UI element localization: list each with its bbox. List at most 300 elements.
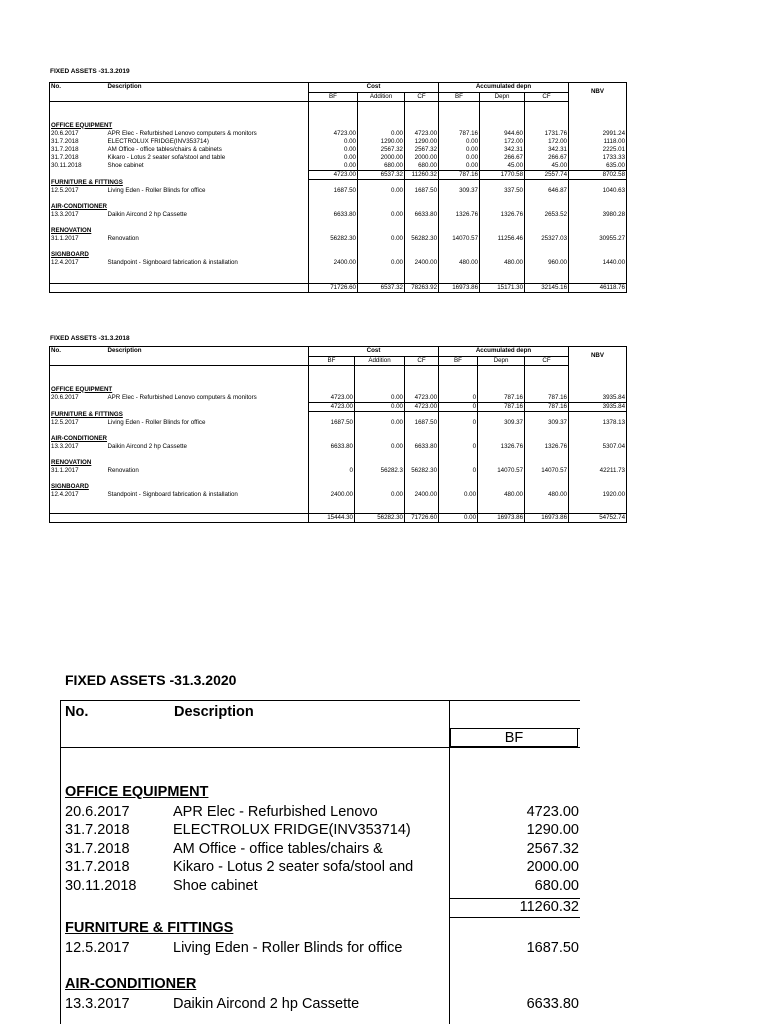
spacer bbox=[569, 219, 627, 227]
category-heading: RENOVATION bbox=[50, 227, 309, 235]
row-value: 1118.00 bbox=[569, 138, 627, 146]
total-value: 78263.92 bbox=[405, 283, 439, 292]
row-description: Renovation bbox=[107, 467, 139, 474]
row-value: 0 bbox=[439, 419, 478, 427]
row-value: 0 bbox=[439, 394, 478, 403]
row-value: 56282.30 bbox=[405, 467, 439, 475]
spacer bbox=[107, 283, 309, 292]
spacer bbox=[525, 243, 569, 251]
bf-column-top bbox=[450, 700, 580, 701]
row-value: 2567.32 bbox=[405, 146, 439, 154]
row-value: 14070.57 bbox=[525, 467, 569, 475]
spacer bbox=[569, 366, 627, 386]
spacer bbox=[309, 483, 355, 491]
total-value: 56282.30 bbox=[355, 513, 405, 522]
spacer bbox=[525, 459, 569, 467]
spacer bbox=[480, 122, 525, 130]
spacer bbox=[50, 366, 107, 386]
subtotal-value: 787.16 bbox=[439, 170, 480, 179]
spacer bbox=[50, 195, 107, 203]
table-border-left bbox=[60, 700, 61, 1024]
spacer bbox=[358, 219, 405, 227]
row-description: Shoe cabinet bbox=[107, 161, 144, 169]
row-value: 1440.00 bbox=[569, 259, 627, 267]
spacer bbox=[358, 203, 405, 211]
spacer bbox=[569, 243, 627, 251]
row-value: 172.00 bbox=[480, 138, 525, 146]
spacer bbox=[309, 203, 358, 211]
description-header: Description bbox=[107, 83, 309, 93]
spacer bbox=[439, 499, 478, 507]
row-value: 787.16 bbox=[439, 130, 480, 138]
spacer bbox=[355, 427, 405, 435]
spacer bbox=[309, 435, 355, 443]
subtotal-value: 4723.00 bbox=[309, 402, 355, 411]
spacer bbox=[480, 275, 525, 283]
spacer bbox=[569, 499, 627, 507]
row-date: 31.7.2018 bbox=[65, 840, 130, 857]
spacer bbox=[50, 102, 107, 122]
spacer bbox=[569, 195, 627, 203]
row-value: 6633.80 bbox=[526, 996, 579, 1012]
row-value: 0 bbox=[439, 467, 478, 475]
spacer bbox=[405, 195, 439, 203]
spacer bbox=[107, 195, 309, 203]
spacer bbox=[405, 435, 439, 443]
row-date: 30.11.2018 bbox=[50, 162, 107, 171]
row-date: 20.6.2017 bbox=[50, 394, 107, 403]
total-value: 16973.86 bbox=[525, 513, 569, 522]
row-description: Living Eden - Roller Blinds for office bbox=[107, 419, 206, 426]
spacer bbox=[355, 483, 405, 491]
spacer bbox=[478, 483, 525, 491]
row-value: 14070.57 bbox=[439, 235, 480, 243]
row-description: APR Elec - Refurbished Lenovo bbox=[173, 803, 378, 820]
row-value: 0.00 bbox=[358, 130, 405, 138]
spacer bbox=[478, 451, 525, 459]
subheader-addition: Addition bbox=[358, 93, 405, 102]
total-value: 6537.32 bbox=[358, 283, 405, 292]
spacer bbox=[439, 203, 480, 211]
spacer bbox=[309, 386, 355, 394]
category-heading: SIGNBOARD bbox=[50, 251, 309, 259]
category-heading: SIGNBOARD bbox=[50, 483, 309, 491]
category-heading: FURNITURE & FITTINGS bbox=[65, 920, 234, 937]
fa2018-table bbox=[49, 346, 627, 523]
spacer bbox=[439, 251, 480, 259]
header-bottom-right bbox=[450, 747, 580, 748]
row-date: 31.7.2018 bbox=[50, 138, 107, 146]
row-date: 13.3.2017 bbox=[50, 443, 107, 451]
spacer bbox=[439, 227, 480, 235]
spacer bbox=[50, 513, 107, 522]
spacer bbox=[107, 499, 309, 507]
row-value: 1687.50 bbox=[405, 187, 439, 195]
row-value: 0 bbox=[439, 443, 478, 451]
header-spacer bbox=[50, 357, 107, 366]
spacer bbox=[405, 102, 439, 122]
spacer bbox=[439, 483, 478, 491]
row-value: 480.00 bbox=[478, 491, 525, 499]
spacer bbox=[309, 102, 358, 122]
spacer bbox=[358, 122, 405, 130]
spacer bbox=[107, 267, 309, 275]
subheader-bf: BF bbox=[309, 93, 358, 102]
category-heading: FURNITURE & FITTINGS bbox=[50, 179, 309, 187]
table-row bbox=[50, 211, 627, 219]
row-date: 31.7.2018 bbox=[65, 859, 130, 876]
row-value: 4723.00 bbox=[405, 130, 439, 138]
row-description: ELECTROLUX FRIDGE(INV353714) bbox=[107, 137, 209, 145]
spacer bbox=[480, 179, 525, 187]
spacer bbox=[107, 513, 309, 522]
subtotal-value: 2557.74 bbox=[525, 170, 569, 179]
spacer bbox=[405, 427, 439, 435]
header-spacer bbox=[50, 93, 107, 102]
row-date: 13.3.2017 bbox=[65, 996, 130, 1012]
subheader-cf: CF bbox=[405, 93, 439, 102]
spacer bbox=[569, 475, 627, 483]
spacer bbox=[50, 427, 107, 435]
spacer bbox=[478, 499, 525, 507]
row-value: 2000.00 bbox=[405, 154, 439, 162]
row-value: 11256.46 bbox=[480, 235, 525, 243]
row-value: 1326.76 bbox=[480, 211, 525, 219]
table-row bbox=[50, 491, 627, 499]
category-heading: AIR-CONDITIONER bbox=[65, 976, 197, 993]
fa2019-title: FIXED ASSETS -31.3.2019 bbox=[50, 68, 130, 75]
row-value: 1733.33 bbox=[569, 154, 627, 162]
category-heading: OFFICE EQUIPMENT bbox=[65, 784, 209, 800]
row-date: 31.1.2017 bbox=[50, 467, 107, 475]
spacer bbox=[525, 475, 569, 483]
spacer bbox=[309, 366, 355, 386]
spacer bbox=[480, 102, 525, 122]
spacer bbox=[358, 102, 405, 122]
spacer bbox=[439, 195, 480, 203]
spacer bbox=[439, 275, 480, 283]
no-header: No. bbox=[50, 347, 107, 357]
row-description: APR Elec - Refurbished Lenovo computers & monitors bbox=[107, 393, 257, 401]
spacer bbox=[355, 499, 405, 507]
total-value: 15171.30 bbox=[480, 283, 525, 292]
spacer bbox=[358, 227, 405, 235]
row-value: 56282.30 bbox=[405, 235, 439, 243]
row-description: Shoe cabinet bbox=[173, 878, 258, 894]
table-row bbox=[50, 130, 627, 138]
row-value: 480.00 bbox=[525, 491, 569, 499]
header-bottom bbox=[60, 747, 450, 748]
spacer bbox=[525, 483, 569, 491]
spacer bbox=[309, 451, 355, 459]
spacer bbox=[569, 275, 627, 283]
no-header: No. bbox=[50, 83, 107, 93]
spacer bbox=[309, 475, 355, 483]
spacer bbox=[405, 475, 439, 483]
row-value: 1920.00 bbox=[569, 491, 627, 499]
spacer bbox=[525, 435, 569, 443]
row-description: Living Eden - Roller Blinds for office bbox=[107, 187, 206, 194]
row-value: 787.16 bbox=[525, 394, 569, 403]
description-header: Description bbox=[107, 347, 309, 357]
row-value: 56282.30 bbox=[309, 235, 358, 243]
row-value: 0.00 bbox=[309, 154, 358, 162]
subtotal-value: 4723.00 bbox=[309, 170, 358, 179]
table-row bbox=[50, 259, 627, 267]
spacer bbox=[480, 219, 525, 227]
spacer bbox=[405, 386, 439, 394]
spacer bbox=[358, 275, 405, 283]
spacer bbox=[569, 227, 627, 235]
spacer bbox=[309, 427, 355, 435]
row-value: 1326.76 bbox=[525, 443, 569, 451]
spacer bbox=[439, 427, 478, 435]
spacer bbox=[569, 451, 627, 459]
row-value: 0.00 bbox=[358, 235, 405, 243]
spacer bbox=[50, 170, 107, 179]
row-value: 2400.00 bbox=[405, 491, 439, 499]
spacer bbox=[478, 366, 525, 386]
row-value: 2000.00 bbox=[358, 154, 405, 162]
spacer bbox=[309, 243, 358, 251]
fa2020-table bbox=[60, 700, 580, 1024]
row-date: 20.6.2017 bbox=[50, 130, 107, 138]
row-date: 12.4.2017 bbox=[50, 259, 107, 267]
table-row bbox=[50, 235, 627, 243]
subtotal-value: 11260.32 bbox=[405, 170, 439, 179]
total-value: 0.00 bbox=[439, 513, 478, 522]
category-heading: FURNITURE & FITTINGS bbox=[50, 411, 309, 419]
spacer bbox=[525, 203, 569, 211]
spacer bbox=[480, 243, 525, 251]
row-value: 0.00 bbox=[439, 491, 478, 499]
table-border-top bbox=[60, 700, 450, 701]
spacer bbox=[525, 102, 569, 122]
spacer bbox=[50, 499, 107, 507]
subheader-bf: BF bbox=[309, 357, 355, 366]
spacer bbox=[439, 451, 478, 459]
spacer bbox=[525, 219, 569, 227]
subtotal-value: 8702.58 bbox=[569, 170, 627, 179]
spacer bbox=[50, 402, 107, 411]
row-date: 31.7.2018 bbox=[65, 822, 130, 839]
category-heading: AIR-CONDITIONER bbox=[50, 435, 309, 443]
subtotal-value: 11260.32 bbox=[519, 898, 579, 915]
total-value: 46118.76 bbox=[569, 283, 627, 292]
spacer bbox=[525, 386, 569, 394]
spacer bbox=[309, 195, 358, 203]
spacer bbox=[358, 195, 405, 203]
row-value: 309.37 bbox=[478, 419, 525, 427]
no-header: No. bbox=[65, 704, 89, 720]
row-value: 45.00 bbox=[525, 162, 569, 171]
nbv-header: NBV bbox=[569, 347, 627, 366]
subheader-bf2: BF bbox=[439, 93, 480, 102]
spacer bbox=[309, 411, 355, 419]
spacer bbox=[525, 366, 569, 386]
row-value: 0.00 bbox=[355, 443, 405, 451]
table-row bbox=[50, 162, 627, 171]
spacer bbox=[405, 179, 439, 187]
row-date: 12.4.2017 bbox=[50, 491, 107, 499]
spacer bbox=[107, 366, 309, 386]
column-divider bbox=[449, 700, 450, 1024]
spacer bbox=[107, 427, 309, 435]
row-value: 0.00 bbox=[309, 162, 358, 171]
spacer bbox=[309, 219, 358, 227]
subtotal-value: 6537.32 bbox=[358, 170, 405, 179]
row-value: 4723.00 bbox=[526, 803, 579, 820]
table-row bbox=[50, 467, 627, 475]
category-heading: OFFICE EQUIPMENT bbox=[50, 122, 309, 130]
row-value: 0.00 bbox=[309, 146, 358, 154]
spacer bbox=[309, 179, 358, 187]
spacer bbox=[478, 459, 525, 467]
row-value: 3935.84 bbox=[569, 394, 627, 403]
row-value: 4723.00 bbox=[405, 394, 439, 403]
spacer bbox=[525, 251, 569, 259]
row-value: 680.00 bbox=[358, 162, 405, 171]
spacer bbox=[439, 386, 478, 394]
row-value: 2400.00 bbox=[405, 259, 439, 267]
row-value: 646.87 bbox=[525, 187, 569, 195]
spacer bbox=[569, 411, 627, 419]
spacer bbox=[569, 267, 627, 275]
total-value: 32145.16 bbox=[525, 283, 569, 292]
spacer bbox=[405, 219, 439, 227]
row-description: APR Elec - Refurbished Lenovo computers & monitors bbox=[107, 129, 257, 137]
spacer bbox=[309, 499, 355, 507]
subtotal-value: 1770.58 bbox=[480, 170, 525, 179]
category-heading: AIR-CONDITIONER bbox=[50, 203, 309, 211]
row-value: 0.00 bbox=[439, 138, 480, 146]
table-row bbox=[50, 154, 627, 162]
subtotal-value: 0 bbox=[439, 402, 478, 411]
row-description: Standpoint - Signboard fabrication & installation bbox=[107, 259, 238, 266]
row-date: 31.7.2018 bbox=[50, 146, 107, 154]
spacer bbox=[405, 227, 439, 235]
total-value: 71726.60 bbox=[309, 283, 358, 292]
row-value: 1687.50 bbox=[405, 419, 439, 427]
row-value: 1731.76 bbox=[525, 130, 569, 138]
spacer bbox=[355, 459, 405, 467]
row-date: 12.5.2017 bbox=[50, 187, 107, 195]
spacer bbox=[50, 219, 107, 227]
spacer bbox=[405, 411, 439, 419]
spacer bbox=[569, 386, 627, 394]
row-value: 480.00 bbox=[480, 259, 525, 267]
row-value: 1040.63 bbox=[569, 187, 627, 195]
spacer bbox=[569, 483, 627, 491]
row-value: 2000.00 bbox=[526, 859, 579, 876]
table-row bbox=[50, 443, 627, 451]
row-description: Standpoint - Signboard fabrication & installation bbox=[107, 491, 238, 498]
spacer bbox=[569, 435, 627, 443]
row-description: Kikaro - Lotus 2 seater sofa/stool and bbox=[173, 859, 414, 876]
row-value: 2567.32 bbox=[526, 840, 579, 857]
spacer bbox=[405, 267, 439, 275]
spacer bbox=[107, 402, 309, 411]
spacer bbox=[525, 499, 569, 507]
row-value: 342.31 bbox=[525, 146, 569, 154]
spacer bbox=[309, 267, 358, 275]
spacer bbox=[569, 203, 627, 211]
cost-header: Cost bbox=[309, 83, 439, 93]
row-value: 14070.57 bbox=[478, 467, 525, 475]
spacer bbox=[355, 366, 405, 386]
subtotal-value: 3935.84 bbox=[569, 402, 627, 411]
spacer bbox=[478, 427, 525, 435]
spacer bbox=[569, 102, 627, 122]
subheader-addition: Addition bbox=[355, 357, 405, 366]
row-description: Kikaro - Lotus 2 seater sofa/stool and table bbox=[107, 153, 226, 161]
row-value: 2991.24 bbox=[569, 130, 627, 138]
spacer bbox=[478, 411, 525, 419]
subheader-bf2: BF bbox=[439, 357, 478, 366]
row-date: 12.5.2017 bbox=[65, 939, 130, 956]
row-value: 0.00 bbox=[358, 187, 405, 195]
row-description: AM Office - office tables/chairs & cabinets bbox=[107, 145, 222, 153]
spacer bbox=[405, 451, 439, 459]
total-value: 16973.86 bbox=[439, 283, 480, 292]
spacer bbox=[478, 475, 525, 483]
row-value: 0.00 bbox=[358, 211, 405, 219]
spacer bbox=[309, 122, 358, 130]
row-value: 2567.32 bbox=[358, 146, 405, 154]
row-description: Renovation bbox=[107, 235, 139, 242]
subtotal-rule bbox=[450, 917, 580, 918]
spacer bbox=[107, 102, 309, 122]
spacer bbox=[439, 475, 478, 483]
spacer bbox=[358, 179, 405, 187]
fa2018-title: FIXED ASSETS -31.3.2018 bbox=[50, 335, 130, 342]
spacer bbox=[480, 203, 525, 211]
row-value: 0.00 bbox=[355, 491, 405, 499]
row-value: 1290.00 bbox=[405, 138, 439, 146]
row-value: 45.00 bbox=[480, 162, 525, 171]
spacer bbox=[309, 227, 358, 235]
nbv-header: NBV bbox=[569, 83, 627, 102]
spacer bbox=[309, 251, 358, 259]
subtotal-value: 787.16 bbox=[525, 402, 569, 411]
spacer bbox=[405, 122, 439, 130]
row-date: 13.3.2017 bbox=[50, 211, 107, 219]
spacer bbox=[405, 243, 439, 251]
row-value: 309.37 bbox=[525, 419, 569, 427]
row-value: 309.37 bbox=[439, 187, 480, 195]
subheader-depn: Depn bbox=[478, 357, 525, 366]
row-value: 30955.27 bbox=[569, 235, 627, 243]
row-value: 680.00 bbox=[405, 162, 439, 171]
row-value: 5307.04 bbox=[569, 443, 627, 451]
spacer bbox=[569, 427, 627, 435]
spacer bbox=[405, 203, 439, 211]
table-row bbox=[50, 138, 627, 146]
spacer bbox=[439, 366, 478, 386]
row-value: 2400.00 bbox=[309, 259, 358, 267]
subtotal-value: 4723.00 bbox=[405, 402, 439, 411]
row-description: Daikin Aircond 2 hp Cassette bbox=[107, 443, 187, 450]
description-header: Description bbox=[174, 704, 254, 720]
spacer bbox=[358, 243, 405, 251]
spacer bbox=[355, 435, 405, 443]
spacer bbox=[478, 386, 525, 394]
spacer bbox=[405, 275, 439, 283]
spacer bbox=[355, 411, 405, 419]
table-row bbox=[50, 146, 627, 154]
row-value: 6633.80 bbox=[405, 211, 439, 219]
spacer bbox=[525, 179, 569, 187]
